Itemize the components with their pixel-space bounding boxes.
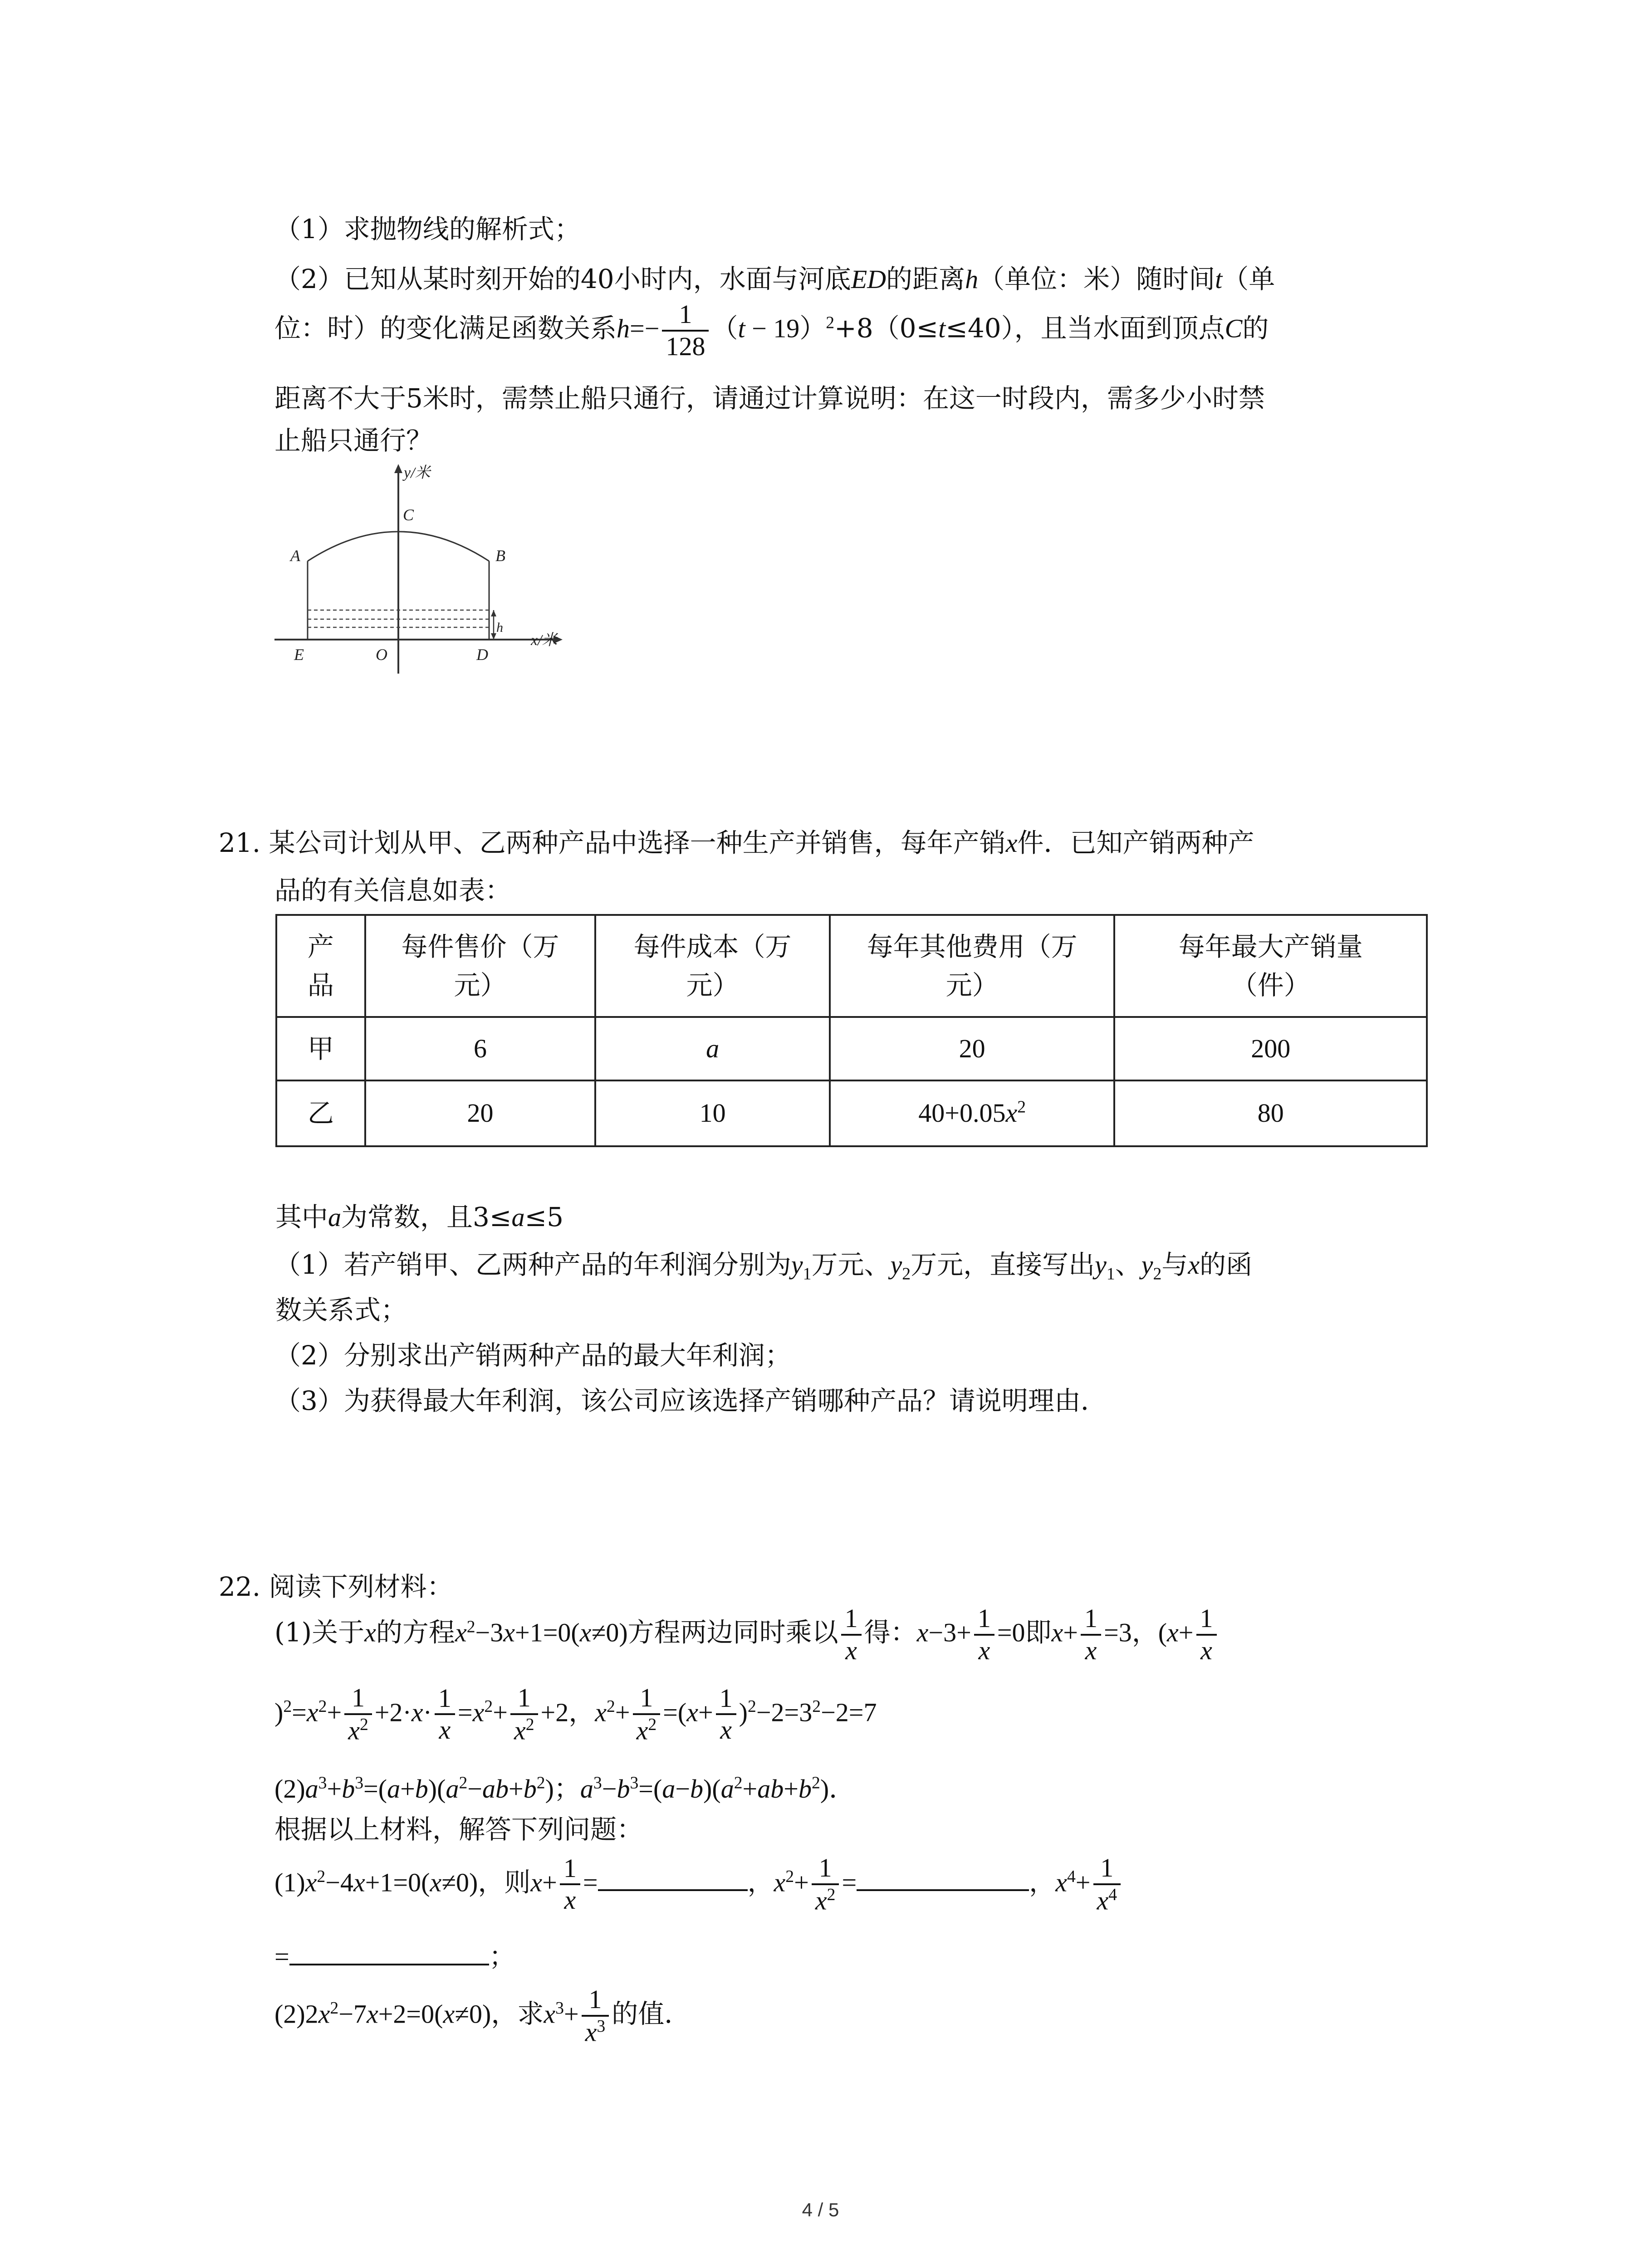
svg-text:D: D	[476, 645, 488, 664]
table-cell: 甲	[276, 1017, 365, 1080]
q20-part1: （1）求抛物线的解析式；	[274, 214, 581, 244]
table-cell: 20	[365, 1080, 595, 1146]
q22-title: 22. 阅读下列材料：	[219, 1571, 453, 1602]
table-header-row	[276, 915, 1427, 1017]
table-cell: a	[595, 1017, 830, 1080]
q22-question2: $(2)2x^2-7x+2=0(x\ne 0)$，求$x^3+$ $\frac{1}{x^3}$ 的值．	[274, 1984, 691, 2047]
svg-text:A: A	[290, 547, 300, 565]
table-header-cell: 每件售价（万 元）	[365, 915, 595, 1017]
q21-note: 其中a为常数，且3≤a≤5	[275, 1202, 564, 1232]
table-cell: 10	[595, 1080, 830, 1146]
table-cell: 6	[365, 1017, 595, 1080]
product-info-table	[275, 914, 1428, 1147]
svg-text:O: O	[376, 645, 387, 664]
q21-line1: 21. 某公司计划从甲、乙两种产品中选择一种生产并销售，每年产销x件．已知产销两种产	[219, 827, 1254, 858]
q22-question1-line2: = ；	[274, 1935, 515, 1976]
table-row	[276, 1080, 1427, 1146]
svg-text:B: B	[495, 547, 505, 565]
table-header-cell: 每年最大产销量 （件）	[1114, 915, 1427, 1017]
q22-material1-line2: )$^2=x^2+$ $\frac{1}{x^2}$ +2·x· $\frac{1}{x}$ $=x^2+$ $\frac{1}{x^2}$ +2，$x^2+$ $\frac{1}{x^2}$ =(x+ $\frac{1}{x}$ )$^2-2=3^2-2=7$	[274, 1683, 877, 1745]
answer-blank-3[interactable]	[289, 1935, 489, 1965]
q22-question1-line1: $(1)x^2-4x+1=0(x\ne 0)$，则x+ $\frac{1}{x}$ = ，$x^2+$ $\frac{1}{x^2}$ = ，$x^4+$ $\frac{1}{x^4}$	[274, 1853, 1123, 1916]
bridge-figure	[272, 460, 590, 678]
table-row	[276, 1017, 1427, 1080]
q20-part2-line4: 止船只通行？	[274, 425, 433, 456]
q21-part3: （3）为获得最大年利润，该公司应该选择产销哪种产品？请说明理由．	[274, 1385, 1107, 1416]
page-number: 4 / 5	[802, 2199, 839, 2220]
svg-text:y/米: y/米	[404, 464, 431, 481]
q21-part1: （1）若产销甲、乙两种产品的年利润分别为$y_1$万元、$y_2$万元，直接写出$y_1$、$y_2$与x的函	[274, 1249, 1253, 1284]
q22-material1-line1: (1)关于x的方程$x^2-3x+1=0(x\ne 0)$方程两边同时乘以 $\frac{1}{x}$ 得：x−3+ $\frac{1}{x}$ =0即x+ $\frac{1}{x}$ =3，(x+ $\frac{1}{x}$	[274, 1603, 1220, 1666]
q21-line2: 品的有关信息如表：	[274, 875, 512, 906]
q22-material2: $(2)a^3+b^3=(a+b)(a^2-ab+b^2)$；$a^3-b^3=(a-b)(a^2+ab+b^2)$．	[274, 1773, 856, 1804]
answer-blank-1[interactable]	[598, 1861, 748, 1892]
table-cell: 200	[1114, 1017, 1427, 1080]
q22-instruction: 根据以上材料，解答下列问题：	[274, 1814, 643, 1845]
q20-part2-line1: （2）已知从某时刻开始的40小时内，水面与河底ED的距离h（单位：米）随时间t（单	[274, 264, 1275, 294]
table-header-cell: 每件成本（万 元）	[595, 915, 830, 1017]
q21-part2: （2）分别求出产销两种产品的最大年利润；	[274, 1340, 791, 1371]
table-cell: 80	[1114, 1080, 1427, 1146]
fraction-1-over-128: $\frac{1}{128}$	[662, 299, 709, 362]
answer-blank-2[interactable]	[857, 1861, 1029, 1892]
q20-part2-line3: 距离不大于5米时，需禁止船只通行，请通过计算说明：在这一时段内，需多少小时禁	[274, 383, 1265, 414]
table-header-cell: 每年其他费用（万 元）	[830, 915, 1114, 1017]
svg-text:E: E	[294, 645, 304, 664]
table-cell: 乙	[276, 1080, 365, 1146]
table-cell: 20	[830, 1017, 1114, 1080]
table-cell: $40+0.05x^2$	[830, 1080, 1114, 1146]
svg-text:C: C	[403, 506, 414, 524]
svg-text:x/米: x/米	[531, 632, 558, 649]
table-header-cell: 产 品	[276, 915, 365, 1017]
q20-part2-line2: 位：时）的变化满足函数关系h=− $\frac{1}{128}$ $(t - 19)^2+8(0\le t\le 40)$，且当水面到顶点C的	[274, 299, 1269, 361]
svg-text:h: h	[496, 620, 503, 635]
q21-part1-line2: 数关系式；	[275, 1295, 407, 1325]
